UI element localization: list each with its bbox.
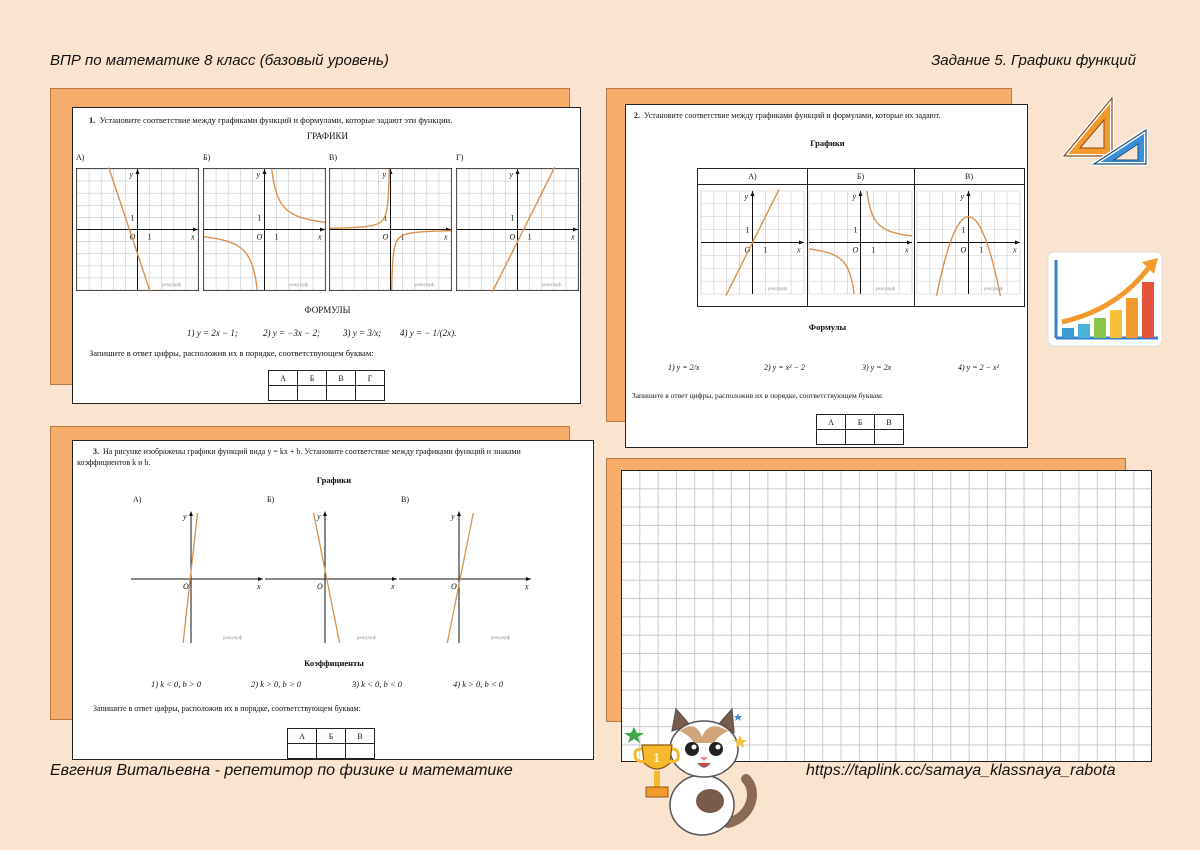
y-axis-arrow	[323, 511, 327, 516]
unit-x-label: 1	[400, 232, 405, 242]
task1-answer-prompt: Запишите в ответ цифры, расположив их в порядке, соответствующем буквам:	[89, 348, 374, 358]
task3-label-b: Б)	[267, 495, 275, 504]
task1-answer-header: А	[269, 371, 298, 386]
y-axis-arrow	[189, 511, 193, 516]
task1-label-a: А)	[76, 153, 85, 162]
unit-x-label: 1	[979, 245, 984, 255]
origin-label: O	[960, 245, 967, 255]
unit-x-label: 1	[871, 245, 876, 255]
task2-answer-header: В	[875, 415, 904, 430]
x-axis-label: x	[797, 245, 801, 255]
task1-label-b: Б)	[203, 153, 211, 162]
task1-answer-header: Г	[356, 371, 385, 386]
unit-x-label: 1	[527, 232, 532, 242]
cat-trophy-mascot-icon	[620, 705, 760, 845]
task3-coef-2: 2) k > 0, b > 0	[251, 679, 301, 689]
x-axis-label: x	[444, 232, 448, 242]
watermark-text: решуврф	[289, 283, 309, 288]
unit-y-label: 1	[130, 213, 135, 223]
task3-answer-cell[interactable]	[317, 744, 346, 759]
task2-answer-cell[interactable]	[875, 430, 904, 445]
task2-answer-cell[interactable]	[817, 430, 846, 445]
task1-answer-cell[interactable]	[356, 386, 385, 401]
function-line	[447, 513, 473, 643]
x-axis-label: x	[191, 232, 195, 242]
x-axis-arrow	[526, 577, 531, 581]
header-right: Задание 5. Графики функций	[931, 52, 1136, 69]
x-axis-label: x	[318, 232, 322, 242]
x-axis-label: x	[257, 582, 261, 591]
y-axis-label: y	[744, 192, 749, 201]
x-axis-arrow	[573, 228, 578, 232]
task2-formula-2: 2) y = x² − 2	[764, 363, 805, 372]
task2-graph-b	[809, 191, 912, 294]
origin-label: O	[183, 582, 189, 591]
task2-formula-3: 3) y = 2x	[862, 363, 892, 372]
task2-graphs-table	[697, 168, 1025, 307]
unit-y-label: 1	[745, 225, 750, 235]
origin-label: O	[744, 245, 751, 255]
task3-coef-4: 4) k > 0, b < 0	[453, 679, 503, 689]
task2-text: Установите соответствие между графиками функций и формулами, которые их задают.	[644, 111, 941, 120]
task3-answer-header: В	[346, 729, 375, 744]
bar-chart-icon	[1046, 250, 1164, 348]
task1-number: 1.	[89, 115, 96, 125]
x-axis-arrow	[258, 577, 263, 581]
task1-graph-g	[456, 168, 579, 291]
task1-answer-cell[interactable]	[298, 386, 327, 401]
y-axis-label: y	[960, 192, 965, 201]
task2-answer-header: Б	[846, 415, 875, 430]
y-axis-arrow	[859, 191, 863, 196]
task2-label-b: Б)	[856, 172, 865, 181]
task1-formula-1: 1) y = 2x − 1;	[187, 328, 238, 338]
task1-formula-3: 3) y = 3/x;	[343, 328, 382, 338]
task3-answer-cell[interactable]	[288, 744, 317, 759]
y-axis-label: y	[183, 512, 187, 521]
task1-graph-b	[203, 168, 326, 291]
origin-label: O	[256, 232, 263, 242]
task1-label-g: Г)	[456, 153, 464, 162]
unit-y-label: 1	[257, 213, 262, 223]
task3-graph-v	[399, 509, 531, 643]
task3-graph-a	[131, 509, 263, 643]
y-axis-arrow	[263, 169, 267, 174]
unit-x-label: 1	[763, 245, 768, 255]
task3-card	[72, 440, 594, 760]
unit-x-label: 1	[147, 232, 152, 242]
watermark-text: решуврф	[984, 287, 1004, 292]
watermark-text: решуврф	[876, 287, 896, 292]
origin-label: O	[509, 232, 516, 242]
x-axis-label: x	[525, 582, 529, 591]
task3-graph-b	[265, 509, 397, 643]
x-axis-arrow	[799, 241, 804, 245]
origin-label: O	[451, 582, 457, 591]
y-axis-label: y	[256, 170, 261, 179]
task2-formula-1: 1) y = 2/x	[668, 363, 700, 372]
y-axis-arrow	[751, 191, 755, 196]
task3-answer-header: А	[288, 729, 317, 744]
task1-formula-4: 4) y = − 1/(2x).	[400, 328, 457, 338]
task1-answer-header: Б	[298, 371, 327, 386]
unit-x-label: 1	[274, 232, 279, 242]
task2-formulas-title: Формулы	[808, 322, 847, 332]
task3-answer-table	[287, 728, 375, 759]
unit-y-label: 1	[961, 225, 966, 235]
task1-answer-header: В	[327, 371, 356, 386]
task3-answer-prompt: Запишите в ответ цифры, расположив их в порядке, соответствующем буквам:	[93, 704, 361, 713]
task1-formula-2: 2) y = −3x − 2;	[263, 328, 320, 338]
unit-y-label: 1	[510, 213, 515, 223]
unit-y-label: 1	[383, 213, 388, 223]
task3-answer-header: Б	[317, 729, 346, 744]
task3-text-2: коэффициентов k и b.	[77, 458, 151, 467]
origin-label: O	[382, 232, 389, 242]
x-axis-label: x	[905, 245, 909, 255]
y-axis-label: y	[509, 170, 514, 179]
task2-answer-table	[816, 414, 904, 445]
task3-answer-cell[interactable]	[346, 744, 375, 759]
x-axis-label: x	[1013, 245, 1017, 255]
y-axis-arrow	[967, 191, 971, 196]
origin-label: O	[129, 232, 136, 242]
y-axis-label: y	[451, 512, 455, 521]
watermark-text: решуврф	[768, 287, 788, 292]
svg-text:1: 1	[653, 751, 660, 766]
task1-answer-cell[interactable]	[269, 386, 298, 401]
x-axis-label: x	[391, 582, 395, 591]
task3-coef-3: 3) k < 0, b < 0	[352, 679, 402, 689]
task3-label-a: А)	[133, 495, 142, 504]
task3-label-v: В)	[401, 495, 409, 504]
task1-graph-a	[76, 168, 199, 291]
task3-number: 3.	[93, 447, 99, 456]
task1-label-v: В)	[329, 153, 337, 162]
watermark-text: решуврф	[357, 636, 377, 641]
task2-label-v: В)	[965, 172, 973, 181]
task1-answer-table	[268, 370, 385, 401]
origin-label: O	[317, 582, 323, 591]
task2-answer-header: А	[817, 415, 846, 430]
unit-y-label: 1	[853, 225, 858, 235]
watermark-text: решуврф	[542, 283, 562, 288]
watermark-text: решуврф	[162, 283, 182, 288]
x-axis-arrow	[320, 228, 325, 232]
y-axis-label: y	[852, 192, 857, 201]
footer-link[interactable]: https://taplink.cc/samaya_klassnaya_rabota	[806, 762, 1116, 779]
footer-author: Евгения Витальевна - репетитор по физике и математике	[50, 762, 513, 779]
task1-graphs-title: ГРАФИКИ	[306, 131, 349, 141]
task1-card	[72, 107, 581, 404]
task3-graphs-title: Графики	[316, 475, 352, 485]
task2-formula-4: 4) y = 2 − x²	[958, 363, 999, 372]
watermark-text: решуврф	[491, 636, 511, 641]
task2-answer-prompt: Запишите в ответ цифры, расположив их в порядке, соответствующем буквам:	[632, 391, 884, 400]
y-axis-arrow	[457, 511, 461, 516]
task2-label-a: А)	[748, 172, 757, 181]
task3-text-1: На рисунке изображены графики функций вида y = kx + b. Установите соответствие между графиками функций и знаками	[103, 447, 521, 456]
task2-number: 2.	[634, 111, 640, 120]
watermark-text: решуврф	[223, 636, 243, 641]
header-left: ВПР по математике 8 класс (базовый уровень)	[50, 52, 389, 69]
x-axis-arrow	[193, 228, 198, 232]
task1-graph-v	[329, 168, 452, 291]
y-axis-arrow	[136, 169, 140, 174]
watermark-text: решуврф	[415, 283, 435, 288]
task1-text: Установите соответствие между графиками функций и формулами, которые задают эти функции.	[99, 115, 453, 125]
task2-card	[625, 104, 1028, 448]
x-axis-label: x	[571, 232, 575, 242]
set-square-icon	[1058, 92, 1152, 170]
task2-graph-v	[917, 191, 1020, 294]
function-line	[314, 513, 340, 643]
task1-answer-cell[interactable]	[327, 386, 356, 401]
x-axis-arrow	[392, 577, 397, 581]
y-axis-label: y	[129, 170, 134, 179]
task2-graph-a	[701, 191, 804, 294]
function-line	[183, 513, 197, 643]
task1-formulas-title: ФОРМУЛЫ	[304, 305, 351, 315]
task3-coef-1: 1) k < 0, b > 0	[151, 679, 201, 689]
task2-graphs-title: Графики	[810, 138, 845, 148]
task3-coef-title: Коэффициенты	[304, 658, 364, 668]
x-axis-arrow	[907, 241, 912, 245]
x-axis-arrow	[1015, 241, 1020, 245]
origin-label: O	[852, 245, 859, 255]
y-axis-label: y	[317, 512, 321, 521]
y-axis-arrow	[516, 169, 520, 174]
y-axis-label: y	[382, 170, 387, 179]
task2-answer-cell[interactable]	[846, 430, 875, 445]
